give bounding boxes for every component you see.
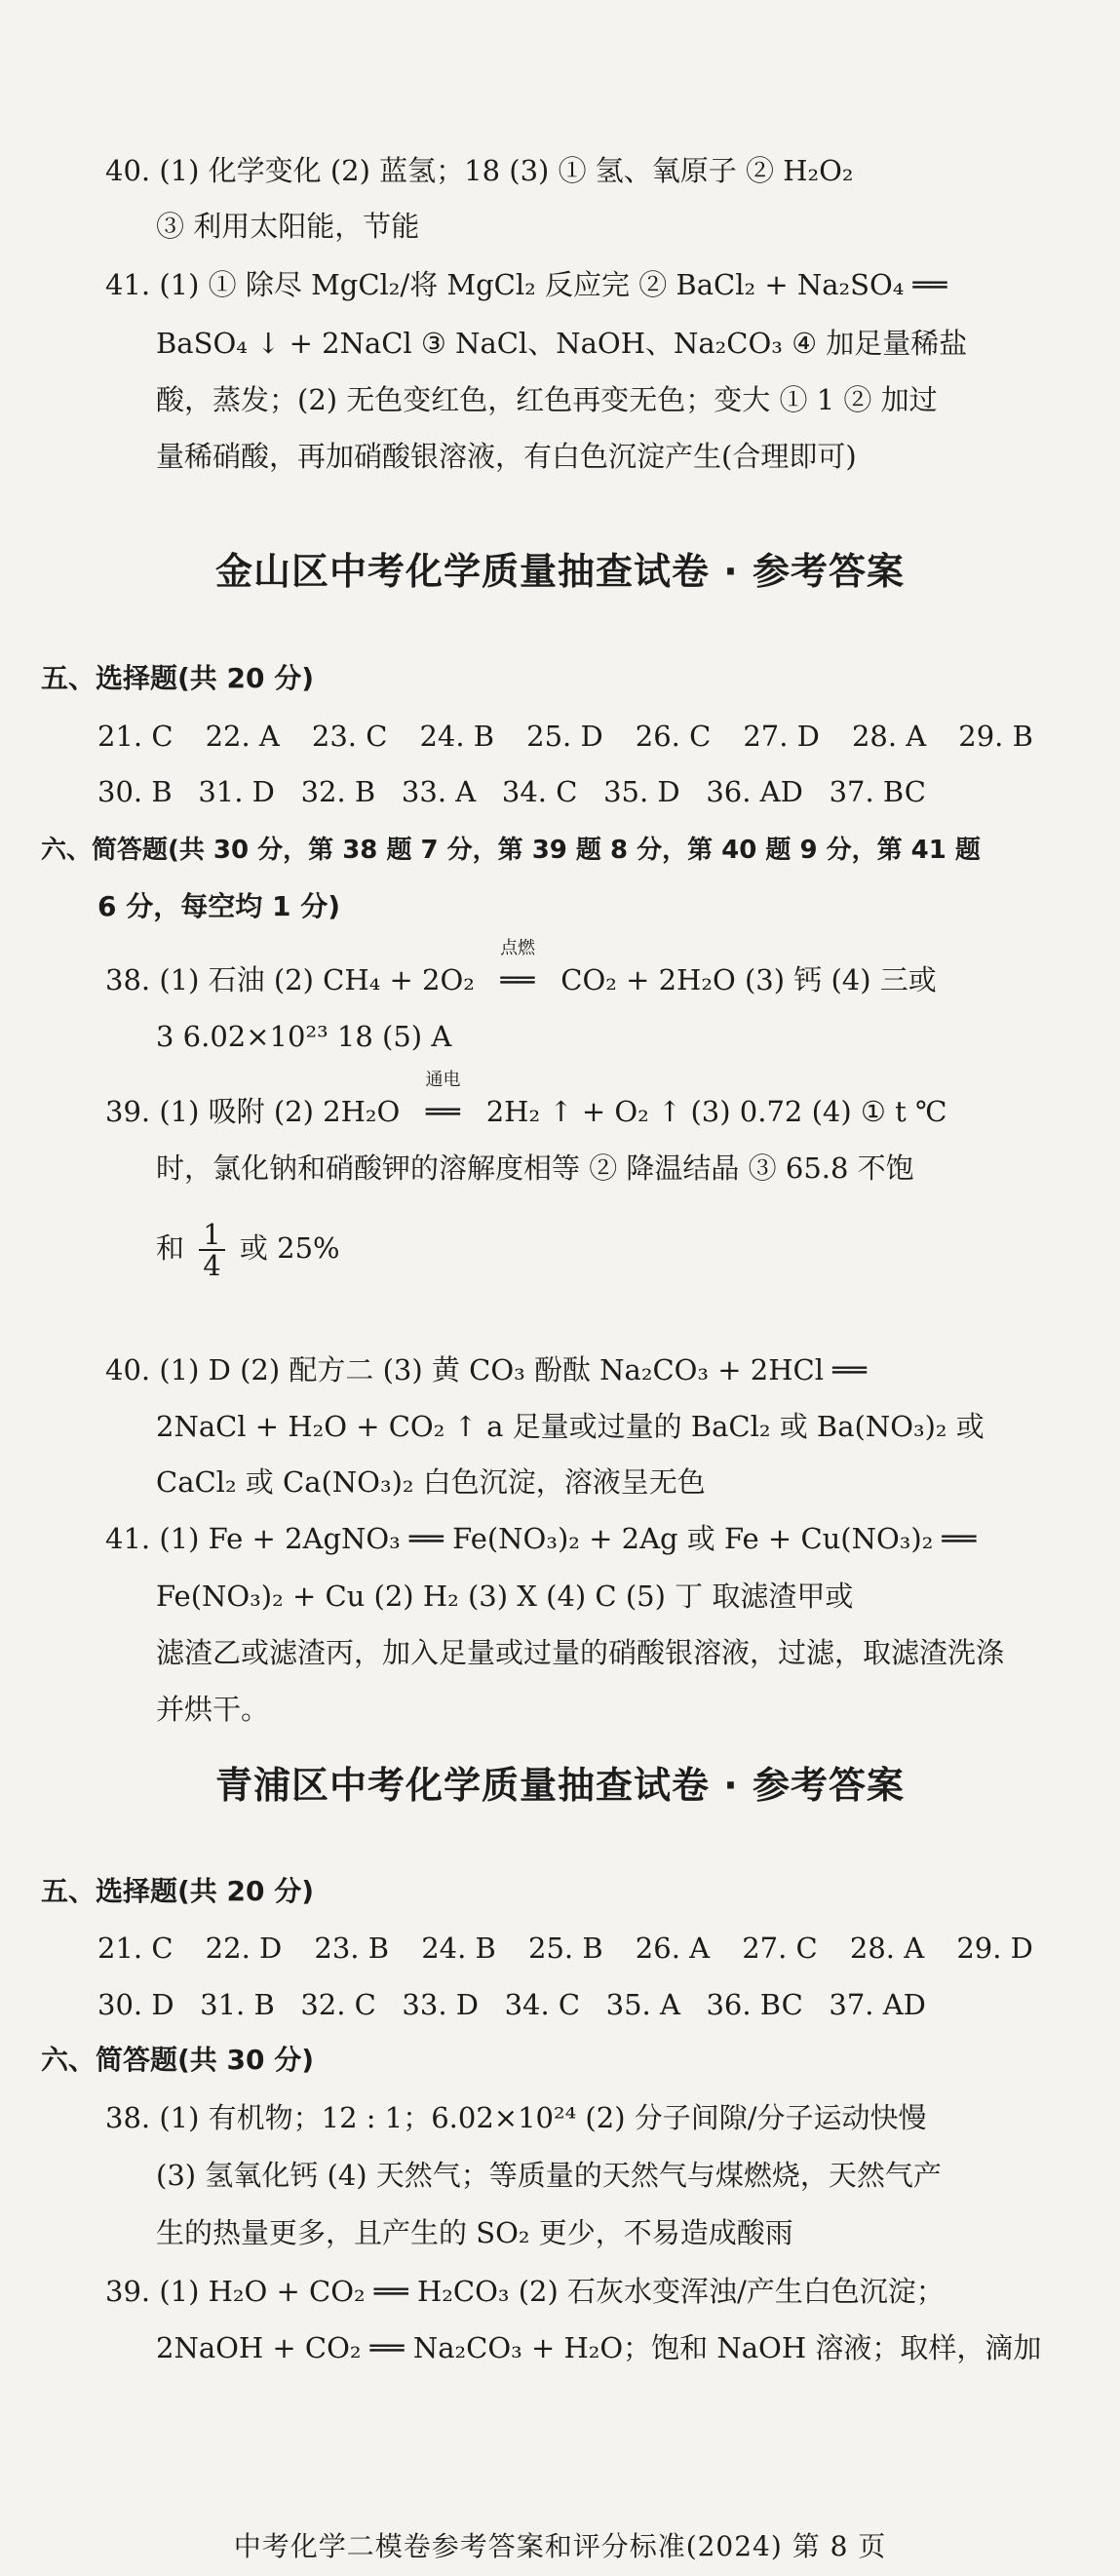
mc-answer: 37. BC — [829, 775, 926, 808]
q39-part-b: 2H₂ ↑ + O₂ ↑ (3) 0.72 (4) ① t ℃ — [485, 1095, 947, 1128]
page-footer: 中考化学二模卷参考答案和评分标准(2024) 第 8 页 — [233, 2530, 887, 2562]
top-q41-line1: 41. (1) ① 除尽 MgCl₂/将 MgCl₂ 反应完 ② BaCl₂ + Na₂SO₄ ══ — [105, 268, 947, 301]
mc-answer: 32. C — [300, 1988, 376, 2021]
jinshan-q41-line4: 并烘干。 — [156, 1693, 270, 1726]
mc-answer: 26. A — [635, 1932, 711, 1965]
mc-answer: 23. B — [314, 1932, 390, 1965]
mc-answer: 21. C — [97, 1932, 174, 1965]
qingpu-q38-line1: 38. (1) 有机物；12 : 1；6.02×10²⁴ (2) 分子间隙/分子运动快慢 — [105, 2101, 927, 2134]
qingpu-title: 青浦区中考化学质量抽查试卷 · 参考答案 — [215, 1764, 905, 1807]
qingpu-q39-line1: 39. (1) H₂O + CO₂ ══ H₂CO₃ (2) 石灰水变浑浊/产生白色沉淀； — [105, 2275, 945, 2308]
mc-answer: 24. B — [421, 1932, 496, 1965]
mc-answer: 26. C — [635, 720, 712, 753]
mc-answer: 32. B — [300, 775, 376, 808]
reaction-condition-arrow: 通电 ══ — [409, 1092, 478, 1131]
mc-answer: 37. AD — [829, 1988, 926, 2021]
fraction-numerator: 1 — [199, 1220, 224, 1251]
jinshan-q38-line2: 3 6.02×10²³ 18 (5) A — [156, 1020, 452, 1053]
mc-answer: 29. B — [958, 720, 1033, 753]
q39-part-a: 39. (1) 吸附 (2) 2H₂O — [105, 1095, 401, 1128]
jinshan-title: 金山区中考化学质量抽查试卷 · 参考答案 — [215, 550, 905, 593]
qingpu-mc-row2 — [97, 1985, 926, 2024]
mc-answer: 27. D — [743, 720, 820, 753]
top-q40-line2: ③ 利用太阳能，节能 — [156, 210, 420, 243]
jinshan-q40-line3: CaCl₂ 或 Ca(NO₃)₂ 白色沉淀，溶液呈无色 — [156, 1465, 706, 1499]
q38-part-b: CO₂ + 2H₂O (3) 钙 (4) 三或 — [560, 963, 937, 996]
mc-answer: 35. A — [605, 1988, 680, 2021]
jinshan-q39-line1 — [105, 1070, 947, 1131]
jinshan-q39-line3 — [156, 1209, 340, 1287]
mc-answer: 25. B — [528, 1932, 603, 1965]
jinshan-section5-heading: 五、选择题(共 20 分) — [41, 662, 315, 694]
mc-answer: 23. C — [311, 720, 388, 753]
q39-line3-text: 和 — [156, 1231, 185, 1265]
mc-answer: 21. C — [97, 720, 174, 753]
mc-answer: 22. D — [205, 1932, 283, 1965]
mc-answer: 33. A — [401, 775, 477, 808]
top-q41-line4: 量稀硝酸，再加硝酸银溶液，有白色沉淀产生(合理即可) — [156, 440, 857, 473]
jinshan-mc-row2 — [97, 772, 926, 811]
mc-answer: 25. D — [526, 720, 603, 753]
mc-answer: 36. AD — [706, 775, 803, 808]
jinshan-mc-row1 — [97, 717, 1033, 756]
mc-answer: 35. D — [603, 775, 680, 808]
q39-line3-tail: 或 25% — [239, 1231, 340, 1265]
mc-answer: 30. B — [97, 775, 173, 808]
mc-answer: 34. C — [501, 775, 578, 808]
top-q41-line3: 酸，蒸发；(2) 无色变红色，红色再变无色；变大 ① 1 ② 加过 — [156, 383, 938, 416]
top-q41-line2: BaSO₄ ↓ + 2NaCl ③ NaCl、NaOH、Na₂CO₃ ④ 加足量稀盐 — [156, 327, 968, 360]
jinshan-section6-heading-cont: 6 分，每空均 1 分) — [97, 890, 341, 922]
mc-answer: 29. D — [956, 1932, 1033, 1965]
qingpu-section6-heading: 六、简答题(共 30 分) — [41, 2044, 315, 2076]
jinshan-q39-line2: 时，氯化钠和硝酸钾的溶解度相等 ② 降温结晶 ③ 65.8 不饱 — [156, 1151, 914, 1185]
mc-answer: 27. C — [742, 1932, 818, 1965]
jinshan-section6-heading: 六、简答题(共 30 分，第 38 题 7 分，第 39 题 8 分，第 40 题 9 分，第 41 题 — [41, 836, 981, 865]
mc-answer: 24. B — [419, 720, 495, 753]
qingpu-q39-line2: 2NaOH + CO₂ ══ Na₂CO₃ + H₂O；饱和 NaOH 溶液；取样，滴加 — [156, 2331, 1042, 2364]
mc-answer: 22. A — [205, 720, 280, 753]
jinshan-q41-line1: 41. (1) Fe + 2AgNO₃ ══ Fe(NO₃)₂ + 2Ag 或 Fe + Cu(NO₃)₂ ══ — [105, 1522, 977, 1555]
mc-answer: 28. A — [849, 1932, 925, 1965]
qingpu-q38-line2: (3) 氢氧化钙 (4) 天然气；等质量的天然气与煤燃烧，天然气产 — [156, 2159, 942, 2192]
mc-answer: 33. D — [402, 1988, 480, 2021]
condition-label: 通电 — [425, 1070, 461, 1090]
mc-answer: 34. C — [504, 1988, 581, 2021]
qingpu-section5-heading: 五、选择题(共 20 分) — [41, 1875, 315, 1907]
mc-answer: 31. D — [198, 775, 275, 808]
fraction-one-quarter — [199, 1220, 224, 1280]
qingpu-mc-row1 — [97, 1929, 1033, 1968]
mc-answer: 31. B — [200, 1988, 275, 2021]
mc-answer: 28. A — [851, 720, 927, 753]
q38-part-a: 38. (1) 石油 (2) CH₄ + 2O₂ — [105, 963, 475, 996]
qingpu-q38-line3: 生的热量更多，且产生的 SO₂ 更少，不易造成酸雨 — [156, 2216, 793, 2249]
mc-answer: 30. D — [97, 1988, 174, 2021]
mc-answer: 36. BC — [706, 1988, 803, 2021]
condition-label: 点燃 — [500, 938, 536, 958]
jinshan-q38-line1 — [105, 938, 937, 999]
fraction-denominator: 4 — [203, 1249, 221, 1282]
jinshan-q40-line2: 2NaCl + H₂O + CO₂ ↑ a 足量或过量的 BaCl₂ 或 Ba(NO₃)₂ 或 — [156, 1410, 985, 1443]
jinshan-q41-line2: Fe(NO₃)₂ + Cu (2) H₂ (3) X (4) C (5) 丁 取滤渣甲或 — [156, 1580, 854, 1613]
jinshan-q40-line1: 40. (1) D (2) 配方二 (3) 黄 CO₃ 酚酞 Na₂CO₃ + 2HCl ══ — [105, 1353, 868, 1386]
jinshan-q41-line3: 滤渣乙或滤渣丙，加入足量或过量的硝酸银溶液，过滤，取滤渣洗涤 — [156, 1636, 1005, 1669]
reaction-condition-arrow: 点燃 ══ — [483, 960, 552, 999]
top-q40-line1: 40. (1) 化学变化 (2) 蓝氢；18 (3) ① 氢、氧原子 ② H₂O₂ — [105, 154, 854, 187]
